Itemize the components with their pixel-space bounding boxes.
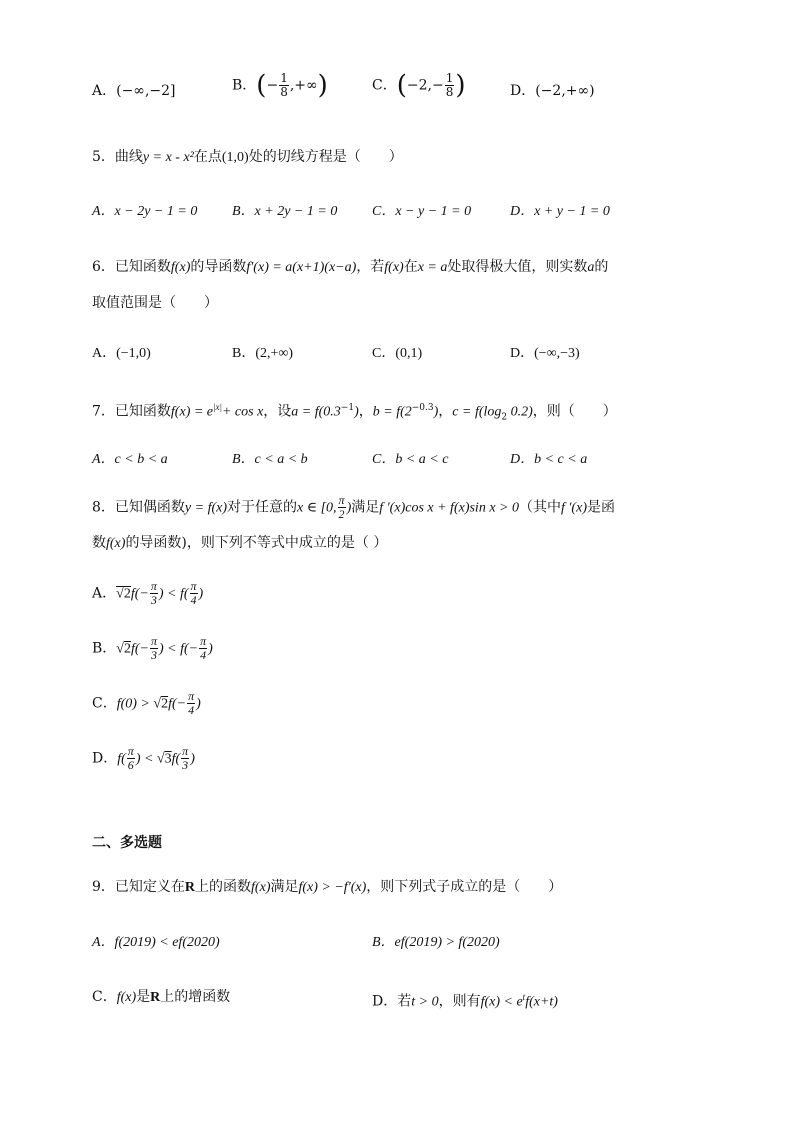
q7-b-sup: −0.3 <box>411 403 434 413</box>
q6-mid: 的导函数 <box>190 259 247 275</box>
q8-c-frac <box>187 690 195 717</box>
q4-c-rparen: ) <box>455 70 466 101</box>
q8-a-four: 4 <box>190 593 197 607</box>
q8-b-frac1 <box>150 635 158 662</box>
q5-curve: y = x - x² <box>142 150 194 165</box>
q9-c-post: 上的增函数 <box>160 989 231 1005</box>
q8-line2-fx: f(x) <box>106 536 126 551</box>
q6-xa: x = a <box>417 260 448 275</box>
q8-stem-line1 <box>92 494 615 521</box>
q8-c-f0: f(0) > <box>116 696 154 712</box>
q6-option-a-text: A．(−1,0) <box>92 346 151 361</box>
q8-close: ) <box>346 500 352 516</box>
q7-option-a[interactable] <box>92 449 168 470</box>
q7-b-close: ) <box>433 404 439 420</box>
q9-pre: 9．已知定义在 <box>92 879 185 895</box>
q8-fpx: f ′(x) <box>560 500 587 516</box>
q8-a-frac1 <box>150 580 158 607</box>
q4-b-rparen: ) <box>317 70 328 101</box>
q9-d-label: D．若 <box>372 993 412 1010</box>
q9-d-sup: t <box>522 992 526 1002</box>
q4-b-num: 1 <box>280 71 288 85</box>
q8-b-close: ) <box>208 641 213 657</box>
q4-b-pre: − <box>266 77 279 94</box>
q9-R: R <box>184 880 196 895</box>
q8-c-close: ) <box>196 696 201 712</box>
q9-option-b-text: B．ef(2019) > f(2020) <box>372 935 500 950</box>
q6-fx: f(x) <box>170 260 191 275</box>
q8-paren-post: 是函 <box>586 499 615 516</box>
q7-c-close: 0.2) <box>507 404 533 420</box>
q9-option-b[interactable] <box>372 932 500 953</box>
q5-option-c[interactable] <box>372 201 471 222</box>
q6-option-d-text: D．(−∞,−3) <box>510 346 580 361</box>
q8-line2-post: 的导函数)，则下列不等式中成立的是（ ） <box>125 535 388 551</box>
q6-option-c[interactable] <box>372 343 422 364</box>
q6-pre: 6．已知函数 <box>92 259 171 275</box>
q9-d-ineq: f(x) < e <box>480 994 523 1010</box>
q8-d-sqrt3: √3 <box>156 751 172 767</box>
q8-a-close: ) <box>198 586 204 602</box>
q9-c-fx: f(x) <box>116 990 137 1005</box>
q7-stem <box>92 397 617 427</box>
q9-option-c[interactable] <box>92 987 230 1008</box>
q8-d-three: 3 <box>182 758 189 772</box>
q9-d-mid: ，则有 <box>438 993 481 1010</box>
q7-post: ，则（ ） <box>532 403 617 420</box>
q8-a-three: 3 <box>150 593 157 607</box>
q9-option-d[interactable] <box>372 987 558 1013</box>
q8-option-b[interactable] <box>92 635 213 662</box>
q6-line2: 取值范围是（ ） <box>92 295 218 311</box>
q8-b-pi1: π <box>150 634 157 648</box>
q8-b-four: 4 <box>200 648 207 662</box>
q6-stem-line1 <box>92 257 608 278</box>
q7-option-b[interactable] <box>232 449 308 470</box>
q8-cond: f ′(x)cos x + f(x)sin x > 0 <box>379 500 519 516</box>
q9-mid: 上的函数 <box>195 879 252 895</box>
q4-option-b[interactable] <box>232 72 328 99</box>
q8-line2-pre: 数 <box>92 535 106 551</box>
q7-func-head: f(x) = e <box>170 404 214 420</box>
q8-b-label: B． <box>92 640 117 657</box>
q8-pi: π <box>338 493 345 507</box>
q7-comma1: ， <box>358 403 373 420</box>
q8-b-lt: ) < f(− <box>159 641 199 657</box>
q5-option-b-text: B．x + 2y − 1 = 0 <box>232 204 338 219</box>
q8-c-label: C． <box>92 695 117 712</box>
q9-option-a-text: A．f(2019) < ef(2020) <box>92 935 220 950</box>
q8-d-frac2 <box>181 745 189 772</box>
q8-pre: 8．已知偶函数 <box>92 499 185 516</box>
q8-d-six: 6 <box>127 758 134 772</box>
q8-d-f2: f( <box>171 751 181 767</box>
q8-a-frac2 <box>190 580 198 607</box>
q6-avar: a <box>587 260 595 275</box>
q8-stem-line2 <box>92 533 387 554</box>
q8-paren-pre: （其中 <box>518 499 561 516</box>
q8-b-frac2 <box>199 635 207 662</box>
q9-c-mid: 是 <box>136 989 151 1005</box>
q8-b-f1: f(− <box>130 641 149 657</box>
q7-c-def: c = f(log <box>452 404 502 420</box>
q6-mid3: 在 <box>403 259 418 275</box>
q7-set-pre: ，设 <box>263 403 292 420</box>
q7-pre: 7．已知函数 <box>92 403 171 420</box>
q8-c-four: 4 <box>188 703 195 717</box>
q4-b-lparen: ( <box>256 70 267 101</box>
q8-b-sqrt2: √2 <box>116 641 131 657</box>
q6-derivative: f′(x) = a(x+1)(x−a) <box>246 260 357 275</box>
q5-option-b[interactable] <box>232 201 337 222</box>
q8-d-close: ) <box>190 751 195 767</box>
q6-end: 的 <box>594 259 609 275</box>
q9-satisfy: 满足 <box>270 879 299 895</box>
q4-c-num: 1 <box>445 71 454 85</box>
q4-c-lparen: ( <box>396 70 407 101</box>
q8-a-sqrt2: √2 <box>116 586 131 602</box>
q4-option-c-label: C． <box>372 77 397 94</box>
q7-b-def: b = f(2 <box>372 404 412 420</box>
q5-stem-mid: 在点 <box>193 149 222 165</box>
q8-pi-half <box>338 494 346 521</box>
q8-d-f1: f( <box>117 751 126 767</box>
q9-stem <box>92 877 562 898</box>
q6-option-b-text: B．(2,+∞) <box>232 346 294 361</box>
q8-b-pi2: π <box>200 634 207 648</box>
q9-cond: f(x) > −f′(x) <box>298 880 367 895</box>
q8-a-label: A． <box>92 585 117 602</box>
q6-mid2: ，若 <box>356 259 385 275</box>
q9-c-label: C． <box>92 989 117 1005</box>
q4-option-b-label: B． <box>232 77 257 94</box>
q7-comma2: ， <box>438 403 453 420</box>
q5-stem <box>92 147 403 168</box>
q8-b-three: 3 <box>150 648 157 662</box>
q8-two: 2 <box>338 507 345 521</box>
q6-fx2: f(x) <box>384 260 404 275</box>
q9-c-R: R <box>150 990 161 1005</box>
q7-option-b-text: B．c < a < b <box>232 452 308 467</box>
q4-option-a[interactable] <box>92 81 176 101</box>
q5-option-a-text: A．x − 2y − 1 = 0 <box>92 204 198 219</box>
q7-option-c[interactable] <box>372 449 448 470</box>
q8-option-d[interactable] <box>92 745 195 772</box>
q8-a-f1: f(− <box>130 586 149 602</box>
q4-b-den: 8 <box>280 85 288 99</box>
q7-c-sub: 2 <box>501 412 508 423</box>
q7-a-close: ) <box>354 404 359 420</box>
q7-option-d-text: D．b < c < a <box>510 452 588 467</box>
q8-option-a[interactable] <box>92 580 203 607</box>
q5-stem-post: 处的切线方程是（ ） <box>248 149 403 165</box>
q8-xin: x ∈ [0, <box>297 500 337 516</box>
q9-d-t: t > 0 <box>411 994 439 1010</box>
q6-option-a[interactable] <box>92 343 151 364</box>
q8-d-label: D． <box>92 750 118 767</box>
q7-func-sup: |x| <box>213 402 222 412</box>
q8-a-pi2: π <box>190 579 197 593</box>
q8-option-c[interactable] <box>92 690 201 717</box>
q4-option-a-text: A．(−∞,−2] <box>92 83 176 99</box>
q7-a-sup: −1 <box>340 403 355 413</box>
q7-option-a-text: A．c < b < a <box>92 452 168 467</box>
q8-a-lt: ) < f( <box>158 586 189 602</box>
q5-point: (1,0) <box>221 150 249 165</box>
q7-option-d[interactable] <box>510 449 587 470</box>
q5-option-d-text: D．x + y − 1 = 0 <box>510 204 610 219</box>
q4-c-fraction <box>445 72 455 99</box>
q5-stem-pre: 5．曲线 <box>92 149 143 165</box>
q8-d-frac1 <box>127 745 135 772</box>
q7-func-tail: + cos x <box>221 404 264 420</box>
q4-c-pre: −2,− <box>406 77 444 94</box>
q8-d-pi2: π <box>182 744 189 758</box>
q4-option-d[interactable] <box>510 81 595 101</box>
q4-option-d-text: D．(−2,+∞) <box>510 83 595 99</box>
q6-stem-line2 <box>92 293 218 313</box>
q9-d-tail: f(x+t) <box>525 994 558 1010</box>
q6-post: 处取得极大值，则实数 <box>447 259 588 275</box>
q4-b-post: ,+∞ <box>289 77 318 94</box>
q8-c-pi: π <box>188 689 195 703</box>
q5-option-c-text: C．x − y − 1 = 0 <box>372 204 472 219</box>
q5-option-a[interactable] <box>92 201 197 222</box>
q9-option-a[interactable] <box>92 932 220 953</box>
q8-d-pi1: π <box>127 744 134 758</box>
q8-satisfy: 满足 <box>351 499 380 516</box>
q8-c-f1: f(− <box>168 696 187 712</box>
q5-option-d[interactable] <box>510 201 610 222</box>
q9-post: ，则下列式子成立的是（ ） <box>366 879 563 895</box>
section-heading-multiple-choice: 二、多选题 <box>92 835 162 851</box>
q4-c-den: 8 <box>445 85 454 99</box>
q4-b-fraction <box>279 72 289 99</box>
q6-option-b[interactable] <box>232 343 293 364</box>
q8-yfx: y = f(x) <box>184 500 228 516</box>
q4-option-c[interactable] <box>372 72 466 99</box>
q6-option-c-text: C．(0,1) <box>372 346 423 361</box>
q7-a-def: a = f(0.3 <box>291 404 341 420</box>
q8-any: 对于任意的 <box>227 499 298 516</box>
q8-d-lt: ) < <box>135 751 157 767</box>
q9-fx: f(x) <box>251 880 271 895</box>
q8-a-pi1: π <box>150 579 157 593</box>
q6-option-d[interactable] <box>510 343 580 364</box>
q8-c-sqrt2: √2 <box>153 696 169 712</box>
q7-option-c-text: C．b < a < c <box>372 452 449 467</box>
